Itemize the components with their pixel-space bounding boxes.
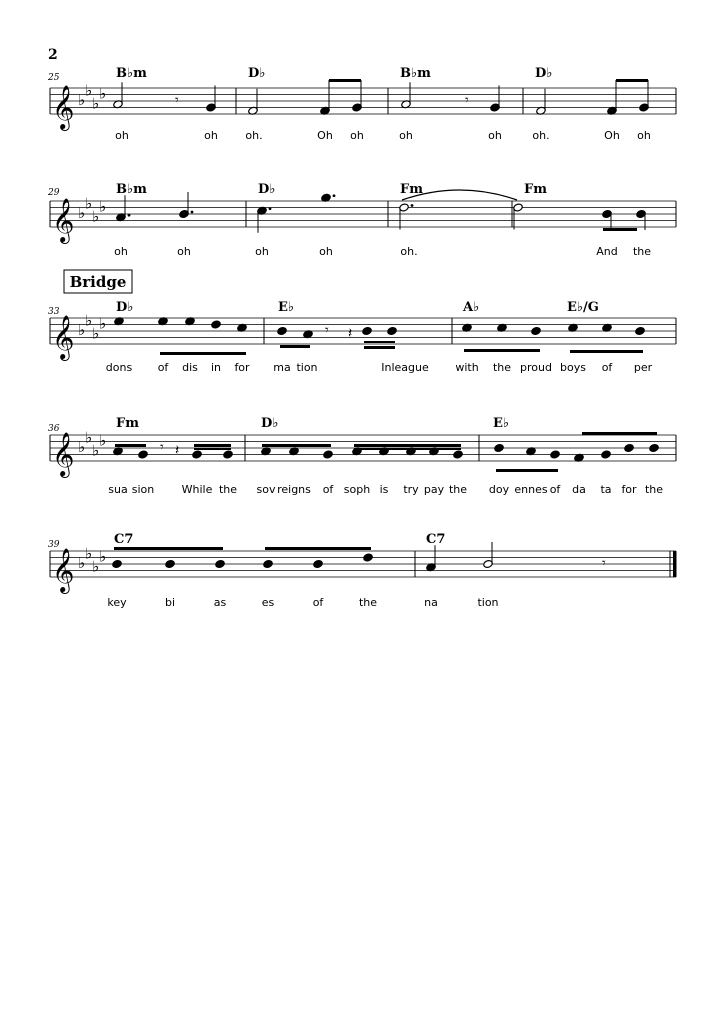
chord-symbol: A♭ [463, 300, 480, 315]
lyric: key [107, 596, 127, 609]
treble-clef-icon: 𝄞 [52, 198, 75, 242]
beam [603, 228, 637, 231]
beam [280, 345, 310, 348]
lyric: Oh [604, 129, 620, 142]
note-head [635, 326, 645, 335]
lyric: Inleague [381, 361, 429, 374]
chord-symbol: E♭ [278, 300, 295, 315]
beam [464, 349, 540, 352]
lyric: the [358, 596, 378, 609]
lyric: for [621, 483, 637, 496]
lyric: try [403, 483, 419, 496]
flat-icon: ♭ [99, 547, 107, 566]
lyric: bi [164, 596, 176, 609]
flat-icon: ♭ [78, 91, 86, 109]
lyric: While [181, 483, 213, 496]
treble-clef-icon: 𝄞 [52, 548, 75, 592]
beam [364, 346, 395, 349]
lyric: pay [423, 483, 445, 496]
measure-number: 39 [48, 540, 60, 550]
beam [265, 547, 371, 550]
lyric: soph [343, 483, 371, 496]
eighth-rest-icon: 𝄾 [465, 92, 469, 109]
note-head [313, 559, 323, 568]
note-head [211, 320, 221, 329]
quarter-rest-icon: 𝄽 [348, 325, 353, 342]
beam [496, 469, 558, 472]
note-head [215, 559, 225, 568]
beam [364, 341, 395, 343]
note-head [223, 450, 233, 459]
treble-clef-icon: 𝄞 [52, 432, 75, 476]
lyric: And [596, 245, 618, 258]
chord-symbol: D♭ [535, 66, 553, 81]
flat-icon: ♭ [78, 204, 86, 222]
flat-icon: ♭ [92, 94, 100, 113]
lyric: in [210, 361, 222, 374]
lyric: tion [477, 596, 499, 609]
lyric: doy [488, 483, 510, 496]
eighth-rest-icon: 𝄾 [602, 555, 606, 572]
treble-clef-icon: 𝄞 [52, 315, 75, 359]
page-number: 2 [48, 47, 58, 63]
beam [329, 79, 361, 82]
chord-symbol: D♭ [258, 182, 276, 197]
chord-symbol: Fm [524, 182, 547, 197]
beam [616, 79, 648, 82]
dot [333, 194, 336, 197]
note-head [362, 326, 372, 335]
chord-symbol: D♭ [248, 66, 266, 81]
lyric: the [632, 245, 652, 258]
lyric: ennes [514, 483, 548, 496]
lyric: with [455, 361, 479, 374]
notes-group [112, 79, 659, 572]
dot [269, 207, 272, 210]
beam [115, 444, 146, 447]
note-head [263, 559, 273, 568]
flat-icon: ♭ [85, 544, 93, 563]
chord-symbol: B♭m [116, 66, 147, 81]
lyric: oh [114, 245, 128, 258]
quarter-rest-icon: 𝄽 [175, 442, 180, 459]
lyric: na [424, 596, 438, 609]
note-head [550, 450, 560, 459]
note-head [601, 450, 611, 459]
chord-symbol: B♭m [116, 182, 147, 197]
lyric: tion [296, 361, 318, 374]
chord-symbol: B♭m [400, 66, 431, 81]
lyric: oh [637, 129, 651, 142]
beam [354, 448, 461, 450]
note-head [323, 450, 333, 459]
beam [262, 444, 331, 447]
flat-icon: ♭ [85, 81, 93, 100]
note-head [192, 450, 202, 459]
chord-symbol: Fm [400, 182, 423, 197]
beam [160, 352, 246, 355]
staff-group [50, 81, 677, 594]
beam [114, 547, 223, 550]
beam [570, 350, 643, 353]
chord-symbol: D♭ [261, 416, 279, 431]
lyric: of [312, 596, 324, 609]
lyric: Oh [317, 129, 333, 142]
lyric: the [218, 483, 238, 496]
lyric: the [492, 361, 512, 374]
flat-icon: ♭ [92, 441, 100, 460]
lyric: of [157, 361, 169, 374]
lyric: dis [182, 361, 198, 374]
lyric: oh [350, 129, 364, 142]
chord-symbol: E♭ [493, 416, 510, 431]
lyric: of [601, 361, 613, 374]
flat-icon: ♭ [92, 557, 100, 576]
note-head [165, 559, 175, 568]
flat-icon: ♭ [78, 321, 86, 339]
eighth-rest-icon: 𝄾 [175, 92, 179, 109]
flat-icon: ♭ [99, 197, 107, 216]
flat-icon: ♭ [99, 84, 107, 103]
flat-icon: ♭ [92, 324, 100, 343]
measure-number: 25 [48, 73, 60, 83]
note-head [531, 326, 541, 335]
lyric: proud [520, 361, 552, 374]
beam [194, 448, 231, 450]
lyric: reigns [277, 483, 311, 496]
note-head [387, 326, 397, 335]
lyric: oh [255, 245, 269, 258]
lyric: oh [319, 245, 333, 258]
dot [191, 211, 194, 214]
note-head [363, 553, 373, 562]
chord-symbol: C7 [114, 532, 134, 547]
measure-number: 33 [48, 307, 60, 317]
lyric: sua [108, 483, 128, 496]
lyric: sov [256, 483, 276, 496]
note-head [624, 443, 634, 452]
rehearsal-mark: Bridge [69, 273, 127, 291]
flat-icon: ♭ [85, 194, 93, 213]
lyric: of [549, 483, 561, 496]
lyric: as [213, 596, 227, 609]
flat-icon: ♭ [99, 314, 107, 333]
lyric: oh. [532, 129, 550, 142]
lyric: boys [560, 361, 586, 374]
note-head [494, 443, 504, 452]
treble-clef-icon: 𝄞 [52, 85, 75, 129]
dot [411, 204, 414, 207]
dot [128, 214, 131, 217]
flat-icon: ♭ [85, 311, 93, 330]
chord-symbol: Fm [116, 416, 139, 431]
beam [582, 432, 657, 435]
note-head [453, 450, 463, 459]
lyric: per [633, 361, 653, 374]
lyric: the [448, 483, 468, 496]
lyric: oh [488, 129, 502, 142]
note-head [277, 326, 287, 335]
chord-symbol: D♭ [116, 300, 134, 315]
lyric: oh [115, 129, 129, 142]
final-barline [673, 551, 677, 577]
flat-icon: ♭ [99, 431, 107, 450]
lyric: is [379, 483, 389, 496]
flat-icon: ♭ [85, 428, 93, 447]
lyric: of [322, 483, 334, 496]
chord-symbol: E♭/G [567, 300, 599, 315]
eighth-rest-icon: 𝄾 [325, 322, 329, 339]
eighth-rest-icon: 𝄾 [160, 439, 164, 456]
lyric: oh [399, 129, 413, 142]
lyric: the [644, 483, 664, 496]
lyric: ta [600, 483, 612, 496]
lyric: sion [131, 483, 155, 496]
flat-icon: ♭ [92, 207, 100, 226]
note-head [649, 443, 659, 452]
lyric: dons [105, 361, 133, 374]
measure-number: 36 [48, 424, 60, 434]
lyric: ma [273, 361, 291, 374]
lyric: oh [177, 245, 191, 258]
measure-number: 29 [48, 188, 60, 198]
flat-icon: ♭ [78, 554, 86, 572]
note-head [138, 450, 148, 459]
beam [354, 444, 461, 447]
lyric: es [261, 596, 275, 609]
lyric: da [572, 483, 586, 496]
lyric: oh. [400, 245, 418, 258]
lyric: oh. [245, 129, 263, 142]
chord-symbol: C7 [426, 532, 446, 547]
note-head [112, 559, 122, 568]
lyric: oh [204, 129, 218, 142]
flat-icon: ♭ [78, 438, 86, 456]
lyric: for [234, 361, 250, 374]
beam [194, 444, 231, 447]
